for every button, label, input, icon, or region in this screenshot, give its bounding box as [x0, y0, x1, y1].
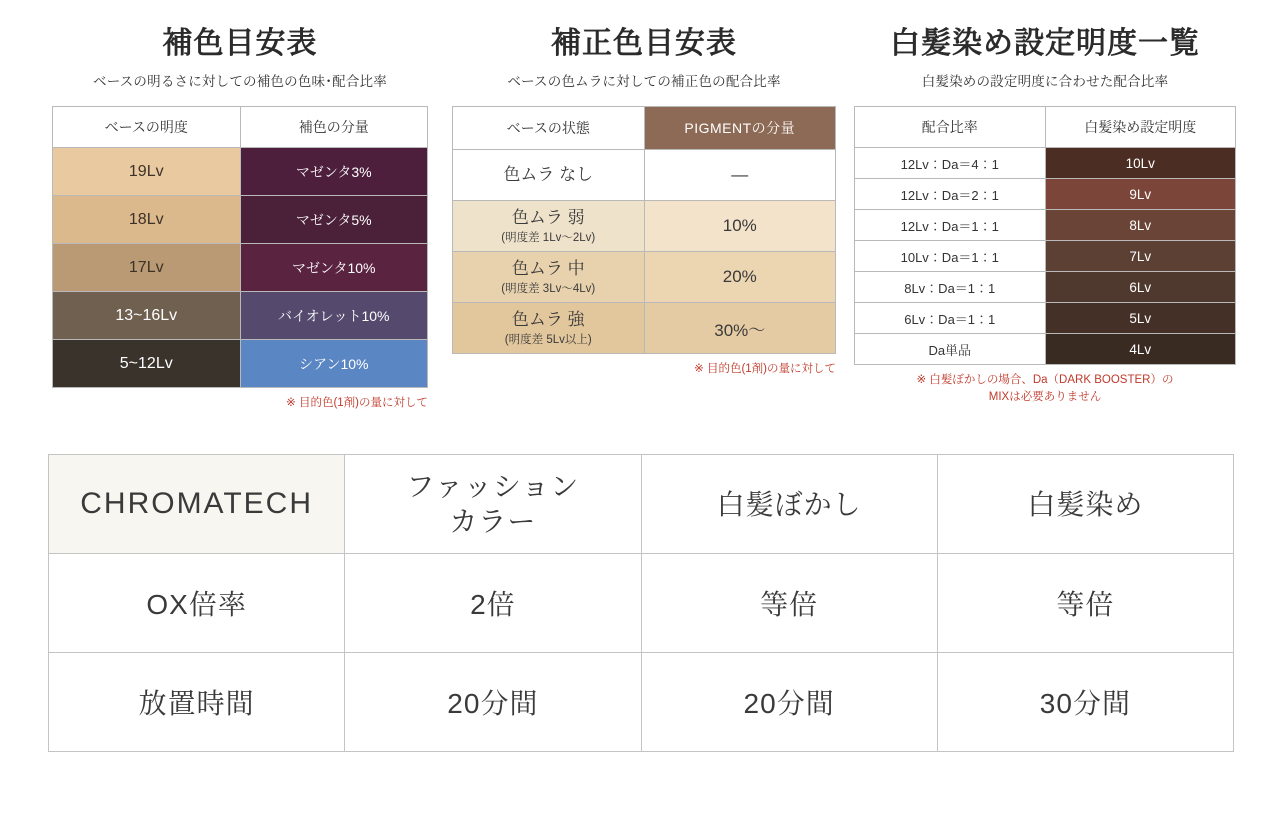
- table-row: [855, 241, 1236, 272]
- color-amount-cell: マゼンタ3%: [240, 148, 428, 196]
- base-level-cell: 13~16Lv: [53, 292, 241, 340]
- panel-3-note: [854, 372, 1236, 407]
- panel-3-note-line1: ※ 白髪ぼかしの場合、Da（DARK BOOSTER）の: [916, 374, 1174, 386]
- state-detail: (明度差 5Lv以上): [504, 333, 592, 346]
- panel-3-title: 白髪染め設定明度一覧: [890, 27, 1200, 60]
- base-state-cell: [453, 303, 645, 354]
- summary-header-row: [49, 455, 1234, 554]
- state-detail: (明度差 1Lv〜2Lv): [501, 231, 596, 244]
- base-level-cell: 5~12Lv: [53, 340, 241, 388]
- gray-level-cell: 4Lv: [1045, 334, 1236, 365]
- table-header-row: [453, 107, 836, 150]
- base-level-cell: 19Lv: [53, 148, 241, 196]
- fashion-color-line1: ファッション: [406, 471, 580, 503]
- correction-color-table: [452, 106, 836, 354]
- table-row: [855, 303, 1236, 334]
- color-amount-cell: シアン10%: [240, 340, 428, 388]
- col-header-gray-blend: 白髪ぼかし: [641, 455, 937, 554]
- panel-1-note: ※ 目的色(1剤)の量に対して: [286, 397, 428, 409]
- gray-level-cell: 7Lv: [1045, 241, 1236, 272]
- mix-ratio-cell: 12Lv：Da＝2：1: [855, 179, 1046, 210]
- ox-ratio-gray-blend: 等倍: [641, 554, 937, 653]
- pigment-amount-cell: —: [644, 150, 836, 201]
- base-state-cell: [453, 252, 645, 303]
- state-label: 色ムラ 弱: [511, 208, 585, 228]
- table-row: [855, 334, 1236, 365]
- color-amount-cell: バイオレット10%: [240, 292, 428, 340]
- base-level-cell: 17Lv: [53, 244, 241, 292]
- mix-ratio-cell: 10Lv：Da＝1：1: [855, 241, 1046, 272]
- col-header-fashion-color: [345, 455, 641, 554]
- table-row: [453, 252, 836, 303]
- table-row: [855, 272, 1236, 303]
- panel-3-note-line2: MIXは必要ありません: [988, 391, 1102, 404]
- state-label: 色ムラ 中: [511, 259, 585, 279]
- ox-ratio-gray-dye: 等倍: [937, 554, 1233, 653]
- col-header-pigment-amount: PIGMENTの分量: [644, 107, 836, 150]
- table-header-row: [53, 107, 428, 148]
- panel-correction-color: [440, 20, 848, 412]
- gray-level-cell: 8Lv: [1045, 210, 1236, 241]
- col-header-mix-ratio: 配合比率: [855, 107, 1046, 148]
- table-row: [53, 292, 428, 340]
- table-row: [453, 303, 836, 354]
- panel-1-title: 補色目安表: [162, 27, 318, 60]
- processing-time-gray-dye: 30分間: [937, 653, 1233, 752]
- gray-hair-level-table: [854, 106, 1236, 365]
- col-header-base-level: ベースの明度: [53, 107, 241, 148]
- gray-level-cell: 5Lv: [1045, 303, 1236, 334]
- panel-3-subtitle: 白髪染めの設定明度に合わせた配合比率: [921, 74, 1169, 89]
- processing-time-fashion: 20分間: [345, 653, 641, 752]
- color-amount-cell: マゼンタ10%: [240, 244, 428, 292]
- base-state-cell: [453, 201, 645, 252]
- panel-complementary-color: [40, 20, 440, 412]
- col-header-gray-level: 白髪染め設定明度: [1045, 107, 1236, 148]
- base-state-cell: [453, 150, 645, 201]
- brand-name: CHROMATECH: [49, 455, 345, 554]
- complementary-color-table: [52, 106, 428, 388]
- processing-time-gray-blend: 20分間: [641, 653, 937, 752]
- top-panels: [0, 0, 1282, 412]
- pigment-amount-cell: 10%: [644, 201, 836, 252]
- fashion-color-line2: カラー: [449, 506, 537, 538]
- mix-ratio-cell: 12Lv：Da＝4：1: [855, 148, 1046, 179]
- base-level-cell: 18Lv: [53, 196, 241, 244]
- pigment-amount-cell: 20%: [644, 252, 836, 303]
- table-row: [453, 201, 836, 252]
- panel-2-note: ※ 目的色(1剤)の量に対して: [694, 363, 836, 375]
- row-label-ox-ratio: OX倍率: [49, 554, 345, 653]
- row-label-processing-time: 放置時間: [49, 653, 345, 752]
- state-label: 色ムラ なし: [503, 165, 594, 185]
- pigment-amount-cell: 30%〜: [644, 303, 836, 354]
- panel-2-subtitle: ベースの色ムラに対しての補正色の配合比率: [507, 74, 781, 89]
- mix-ratio-cell: Da単品: [855, 334, 1046, 365]
- col-header-color-amount: 補色の分量: [240, 107, 428, 148]
- table-row: [53, 244, 428, 292]
- state-label: 色ムラ 強: [511, 310, 585, 330]
- state-detail: (明度差 3Lv〜4Lv): [501, 282, 596, 295]
- color-amount-cell: マゼンタ5%: [240, 196, 428, 244]
- summary-row-processing-time: [49, 653, 1234, 752]
- ox-ratio-fashion: 2倍: [345, 554, 641, 653]
- gray-level-cell: 10Lv: [1045, 148, 1236, 179]
- table-row: [453, 150, 836, 201]
- table-row: [53, 196, 428, 244]
- summary-table: [48, 454, 1234, 752]
- col-header-gray-dye: 白髪染め: [937, 455, 1233, 554]
- panel-2-title: 補正色目安表: [551, 27, 737, 60]
- table-row: [855, 148, 1236, 179]
- summary-section: [0, 454, 1282, 752]
- table-row: [855, 210, 1236, 241]
- gray-level-cell: 9Lv: [1045, 179, 1236, 210]
- panel-gray-hair-level: [848, 20, 1242, 412]
- summary-row-ox-ratio: [49, 554, 1234, 653]
- table-row: [53, 148, 428, 196]
- col-header-base-state: ベースの状態: [453, 107, 645, 150]
- mix-ratio-cell: 6Lv：Da＝1：1: [855, 303, 1046, 334]
- mix-ratio-cell: 12Lv：Da＝1：1: [855, 210, 1046, 241]
- mix-ratio-cell: 8Lv：Da＝1：1: [855, 272, 1046, 303]
- table-row: [53, 340, 428, 388]
- table-header-row: [855, 107, 1236, 148]
- gray-level-cell: 6Lv: [1045, 272, 1236, 303]
- table-row: [855, 179, 1236, 210]
- panel-1-subtitle: ベースの明るさに対しての補色の色味･配合比率: [93, 74, 387, 89]
